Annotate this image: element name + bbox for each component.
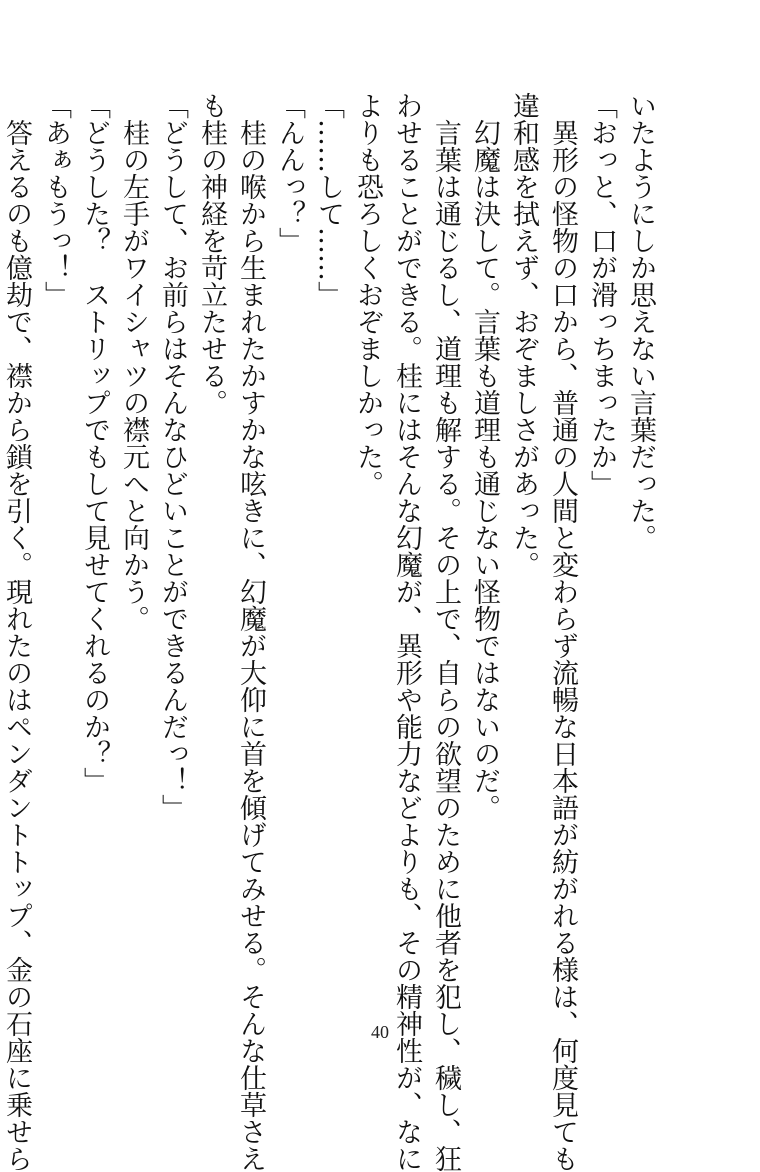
text-line: 違和感を拭えず、おぞましさがあった。 — [508, 92, 539, 578]
page-number: 40 — [371, 1022, 389, 1042]
text-line: 「どうして、お前らはそんなひどいことができるんだっ！」 — [157, 92, 188, 821]
text-line: わせることができる。桂にはそんな幻魔が、異形や能力などよりも、その精神性が、なに — [391, 92, 422, 1172]
text-line: 桂の喉から生まれたかすかな呟きに、幻魔が大仰に首を傾げてみせる。そんな仕草さえ — [235, 92, 266, 1172]
text-line: 言葉は通じるし、道理も解する。その上で、自らの欲望のために他者を犯し、穢し、狂 — [430, 92, 461, 1172]
text-line: 「あぁもうっ！」 — [40, 92, 71, 308]
text-line: 「どうした？ ストリップでもして見せてくれるのか？」 — [79, 92, 110, 794]
text-line: 「おっと、口が滑っちまったか」 — [586, 92, 617, 497]
text-line: 「……して……」 — [313, 92, 344, 308]
text-line: いたようにしか思えない言葉だった。 — [625, 92, 656, 551]
text-line: も桂の神経を苛立たせる。 — [196, 92, 227, 416]
text-line: 異形の怪物の口から、普通の人間と変わらず流暢な日本語が紡がれる様は、何度見ても — [547, 92, 578, 1172]
text-line: 幻魔は決して。言葉も道理も通じない怪物ではないのだ。 — [469, 92, 500, 821]
text-line: 答えるのも億劫で、襟から鎖を引く。現れたのはペンダントトップ、金の石座に乗せら — [1, 92, 32, 1172]
text-line: よりも恐ろしくおぞましかった。 — [352, 92, 383, 497]
text-line: 「んんっ？」 — [274, 92, 305, 254]
text-line: 桂の左手がワイシャツの襟元へと向かう。 — [118, 92, 149, 632]
